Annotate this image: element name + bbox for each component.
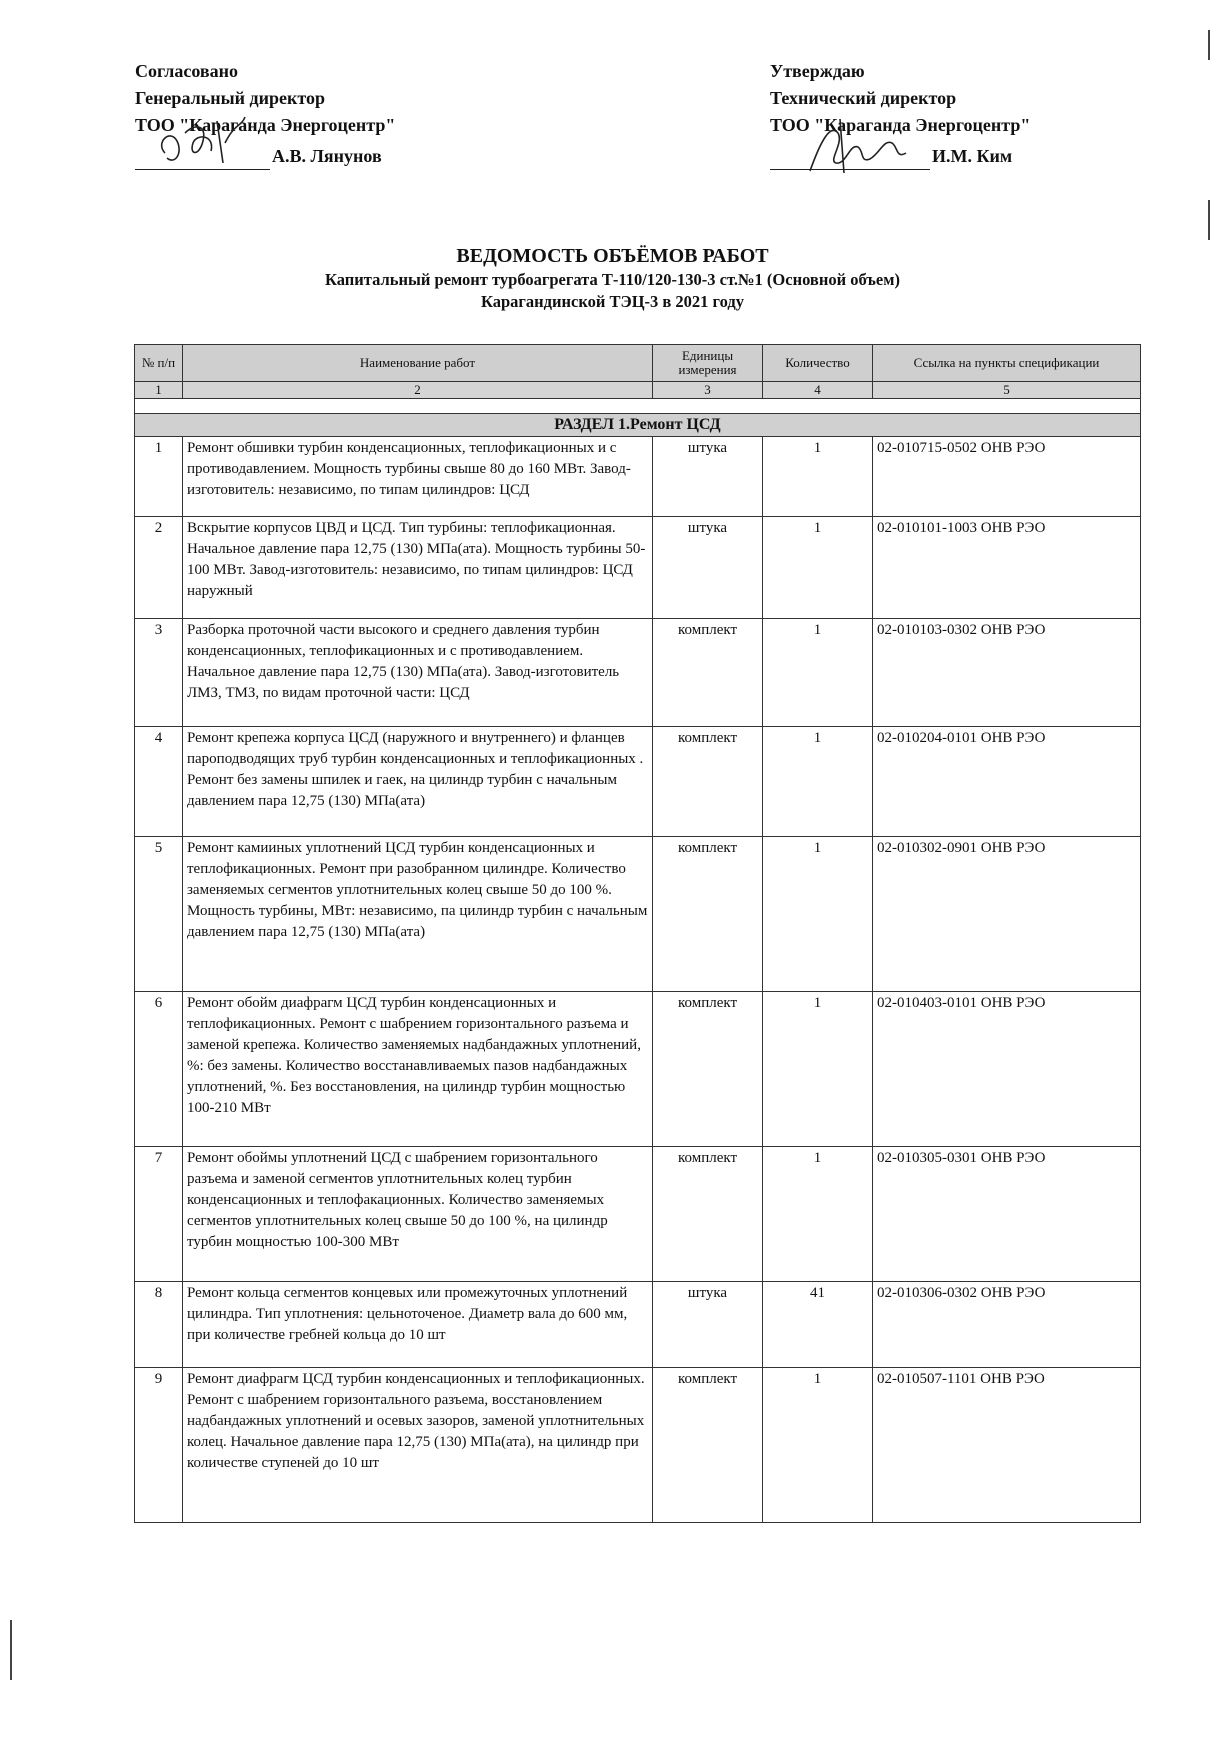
- handwritten-signature-icon: [780, 113, 920, 177]
- header-work-name: Наименование работ: [183, 345, 653, 382]
- column-number-row: [135, 382, 1141, 399]
- row-number: 1: [135, 437, 183, 517]
- quantity: 1: [763, 1368, 873, 1523]
- quantity: 41: [763, 1282, 873, 1368]
- handwritten-signature-icon: [145, 113, 255, 173]
- quantity: 1: [763, 992, 873, 1147]
- approval-organization: ТОО "Караганда Энергоцентр": [135, 115, 396, 135]
- row-number: 5: [135, 837, 183, 992]
- approval-position: Технический директор: [770, 88, 957, 108]
- document-subtitle: Капитальный ремонт турбоагрегата Т-110/120-130-3 ст.№1 (Основной объем): [325, 270, 900, 289]
- header-unit: Единицы измерения: [653, 345, 763, 382]
- quantity: 1: [763, 1147, 873, 1282]
- signatory-name: И.М. Ким: [932, 146, 1013, 166]
- work-name: Ремонт обшивки турбин конденсационных, теплофикационных и с противодавлением. Мощность турбины свыше 80 до 160 МВт. Завод-изготовитель: независимо, по типам цилиндров: ЦСД: [183, 437, 653, 517]
- table-row: [135, 1368, 1141, 1523]
- spacer-row: [135, 399, 1141, 414]
- scan-edge-mark: [1208, 30, 1210, 60]
- row-number: 3: [135, 619, 183, 727]
- spec-reference: 02-010305-0301 ОНВ РЭО: [873, 1147, 1141, 1282]
- table-row: [135, 517, 1141, 619]
- header-spec-reference: Ссылка на пункты спецификации: [873, 345, 1141, 382]
- work-name: Ремонт камииных уплотнений ЦСД турбин конденсационных и теплофикационных. Ремонт при разобранном цилиндре. Количество заменяемых сегментов уплотнительных колец свыше 50 до 100 %. Мощность турбины, МВт: независимо, па цилиндр турбин с начальным давлением пара 12,75 (130) МПа(ата): [183, 837, 653, 992]
- table-row: [135, 619, 1141, 727]
- spec-reference: 02-010103-0302 ОНВ РЭО: [873, 619, 1141, 727]
- table-row: [135, 837, 1141, 992]
- signatory-name: А.В. Лянунов: [272, 146, 382, 166]
- row-number: 2: [135, 517, 183, 619]
- row-number: 8: [135, 1282, 183, 1368]
- unit: комплект: [653, 1147, 763, 1282]
- row-number: 9: [135, 1368, 183, 1523]
- row-number: 6: [135, 992, 183, 1147]
- spec-reference: 02-010204-0101 ОНВ РЭО: [873, 727, 1141, 837]
- table-row: [135, 1282, 1141, 1368]
- column-number: 3: [653, 382, 763, 399]
- spec-reference: 02-010302-0901 ОНВ РЭО: [873, 837, 1141, 992]
- approval-label: Утверждаю: [770, 61, 865, 81]
- spec-reference: 02-010715-0502 ОНВ РЭО: [873, 437, 1141, 517]
- document-title-block: [0, 243, 1225, 313]
- table-row: [135, 992, 1141, 1147]
- scan-edge-mark: [10, 1620, 12, 1680]
- table-row: [135, 1147, 1141, 1282]
- header-number: № п/п: [135, 345, 183, 382]
- unit: штука: [653, 437, 763, 517]
- work-name: Ремонт обоймы уплотнений ЦСД с шабрением горизонтального разъема и заменой сегментов уплотнительных колец турбин конденсационных и теплофакационных. Количество заменяемых сегментов уплотнительных колец свыше 50 до 100 %, на цилиндр турбин мощностью 100-300 МВт: [183, 1147, 653, 1282]
- work-name: Ремонт диафрагм ЦСД турбин конденсационных и теплофикационных. Ремонт с шабрением горизонтального разъема, восстановлением надбандажных уплотнений и осевых зазоров, заменой уплотнительных колец. Начальное давление пара 12,75 (130) МПа(ата), на цилиндр при количестве ступеней до 10 шт: [183, 1368, 653, 1523]
- row-number: 7: [135, 1147, 183, 1282]
- works-table: [134, 344, 1141, 1523]
- column-number: 5: [873, 382, 1141, 399]
- approval-block-right: [770, 58, 1030, 170]
- scan-edge-mark: [1208, 200, 1210, 240]
- spec-reference: 02-010306-0302 ОНВ РЭО: [873, 1282, 1141, 1368]
- signature-area: [770, 139, 930, 170]
- row-number: 4: [135, 727, 183, 837]
- work-name: Разборка проточной части высокого и среднего давления турбин конденсационных, теплофикационных и с противодавлением. Начальное давление пара 12,75 (130) МПа(ата). Завод-изготовитель ЛМЗ, ТМЗ, по видам проточной части: ЦСД: [183, 619, 653, 727]
- unit: комплект: [653, 727, 763, 837]
- unit: комплект: [653, 1368, 763, 1523]
- work-name: Вскрытие корпусов ЦВД и ЦСД. Тип турбины: теплофикационная. Начальное давление пара 12,75 (130) МПа(ата). Мощность турбины 50-100 МВт. Завод-изготовитель: независимо, по типам цилиндров: ЦСД наружный: [183, 517, 653, 619]
- column-number: 2: [183, 382, 653, 399]
- approval-block-left: [135, 58, 395, 170]
- approval-label: Согласовано: [135, 61, 238, 81]
- approval-organization: ТОО "Караганда Энергоцентр": [770, 115, 1031, 135]
- spec-reference: 02-010403-0101 ОНВ РЭО: [873, 992, 1141, 1147]
- approval-position: Генеральный директор: [135, 88, 325, 108]
- signature-line: [135, 139, 395, 170]
- unit: комплект: [653, 992, 763, 1147]
- signature-line: [770, 139, 1030, 170]
- signature-area: [135, 139, 270, 170]
- quantity: 1: [763, 619, 873, 727]
- spec-reference: 02-010507-1101 ОНВ РЭО: [873, 1368, 1141, 1523]
- quantity: 1: [763, 837, 873, 992]
- document-title: ВЕДОМОСТЬ ОБЪЁМОВ РАБОТ: [456, 245, 769, 267]
- unit: штука: [653, 1282, 763, 1368]
- unit: комплект: [653, 837, 763, 992]
- header-quantity: Количество: [763, 345, 873, 382]
- work-name: Ремонт кольца сегментов концевых или промежуточных уплотнений цилиндра. Тип уплотнения: цельноточеное. Диаметр вала до 600 мм, при количестве гребней кольца до 10 шт: [183, 1282, 653, 1368]
- unit: комплект: [653, 619, 763, 727]
- quantity: 1: [763, 517, 873, 619]
- unit: штука: [653, 517, 763, 619]
- quantity: 1: [763, 727, 873, 837]
- spec-reference: 02-010101-1003 ОНВ РЭО: [873, 517, 1141, 619]
- table-header-row: [135, 345, 1141, 382]
- work-name: Ремонт обойм диафрагм ЦСД турбин конденсационных и теплофикационных. Ремонт с шабрением горизонтального разъема и заменой крепежа. Количество заменяемых надбандажных уплотнений, %: без замены. Количество восстанавливаемых пазов надбандажных уплотнений, %. Без восстановления, на цилиндр турбин мощностью 100-210 МВт: [183, 992, 653, 1147]
- quantity: 1: [763, 437, 873, 517]
- table-row: [135, 727, 1141, 837]
- section-title: РАЗДЕЛ 1.Ремонт ЦСД: [135, 414, 1141, 437]
- column-number: 1: [135, 382, 183, 399]
- table-row: [135, 437, 1141, 517]
- column-number: 4: [763, 382, 873, 399]
- section-header-row: [135, 414, 1141, 437]
- work-name: Ремонт крепежа корпуса ЦСД (наружного и внутреннего) и фланцев пароподводящих труб турбин конденсационных и теплофикационных . Ремонт без замены шпилек и гаек, на цилиндр турбин с начальным давлением пара 12,75 (130) МПа(ата): [183, 727, 653, 837]
- document-subtitle-location: Карагандинской ТЭЦ-3 в 2021 году: [480, 292, 745, 311]
